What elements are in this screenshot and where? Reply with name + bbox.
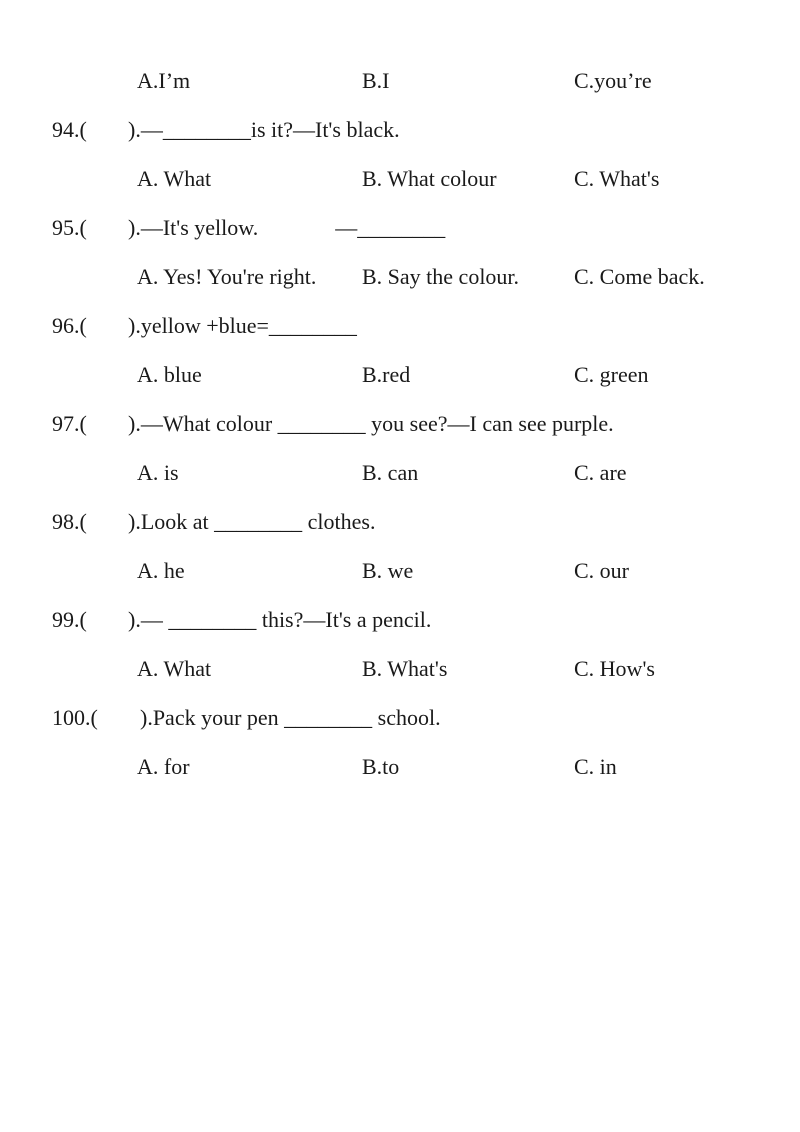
options-row — [0, 262, 800, 292]
option-a: A.I’m — [137, 68, 191, 93]
question-number: 100.( — [52, 705, 98, 730]
option-c: C. are — [574, 460, 627, 485]
question-stem: ).—It's yellow. —________ — [128, 215, 446, 240]
option-c: C. in — [574, 754, 617, 779]
options-row — [0, 458, 800, 488]
options-row — [0, 556, 800, 586]
option-a: A. blue — [137, 362, 202, 387]
options-row — [0, 654, 800, 684]
option-b: B.I — [362, 68, 390, 93]
question-stem: ).— ________ this?—It's a pencil. — [128, 607, 432, 632]
question-number: 96.( — [52, 313, 87, 338]
option-a: A. What — [137, 656, 212, 681]
option-c: C. our — [574, 558, 629, 583]
option-b: B. Say the colour. — [362, 264, 520, 289]
option-b: B. can — [362, 460, 419, 485]
option-c: C. Come back. — [574, 264, 705, 289]
question-99 — [0, 605, 800, 635]
option-c: C. How's — [574, 656, 655, 681]
options-row — [0, 360, 800, 390]
option-b: B.to — [362, 754, 400, 779]
question-number: 99.( — [52, 607, 87, 632]
options-row — [0, 752, 800, 782]
option-a: A. is — [137, 460, 179, 485]
question-stem: ).—What colour ________ you see?—I can see purple. — [128, 411, 614, 436]
option-c: C.you’re — [574, 68, 652, 93]
question-94 — [0, 115, 800, 145]
option-c: C. What's — [574, 166, 660, 191]
option-a: A. Yes! You're right. — [137, 264, 317, 289]
option-a: A. What — [137, 166, 212, 191]
options-row — [0, 164, 800, 194]
option-b: B.red — [362, 362, 411, 387]
question-number: 97.( — [52, 411, 87, 436]
question-number: 95.( — [52, 215, 87, 240]
option-a: A. he — [137, 558, 185, 583]
question-number: 98.( — [52, 509, 87, 534]
option-a: A. for — [137, 754, 190, 779]
question-97 — [0, 409, 800, 439]
question-100 — [0, 703, 800, 733]
question-stem: ).—________is it?—It's black. — [128, 117, 400, 142]
option-c: C. green — [574, 362, 649, 387]
question-stem: ).Pack your pen ________ school. — [140, 705, 441, 730]
question-95 — [0, 213, 800, 243]
question-stem: ).yellow +blue=________ — [128, 313, 357, 338]
option-b: B. What colour — [362, 166, 497, 191]
question-98 — [0, 507, 800, 537]
options-row — [0, 66, 800, 96]
option-b: B. What's — [362, 656, 448, 681]
question-stem: ).Look at ________ clothes. — [128, 509, 376, 534]
question-number: 94.( — [52, 117, 87, 142]
option-b: B. we — [362, 558, 414, 583]
question-96 — [0, 311, 800, 341]
